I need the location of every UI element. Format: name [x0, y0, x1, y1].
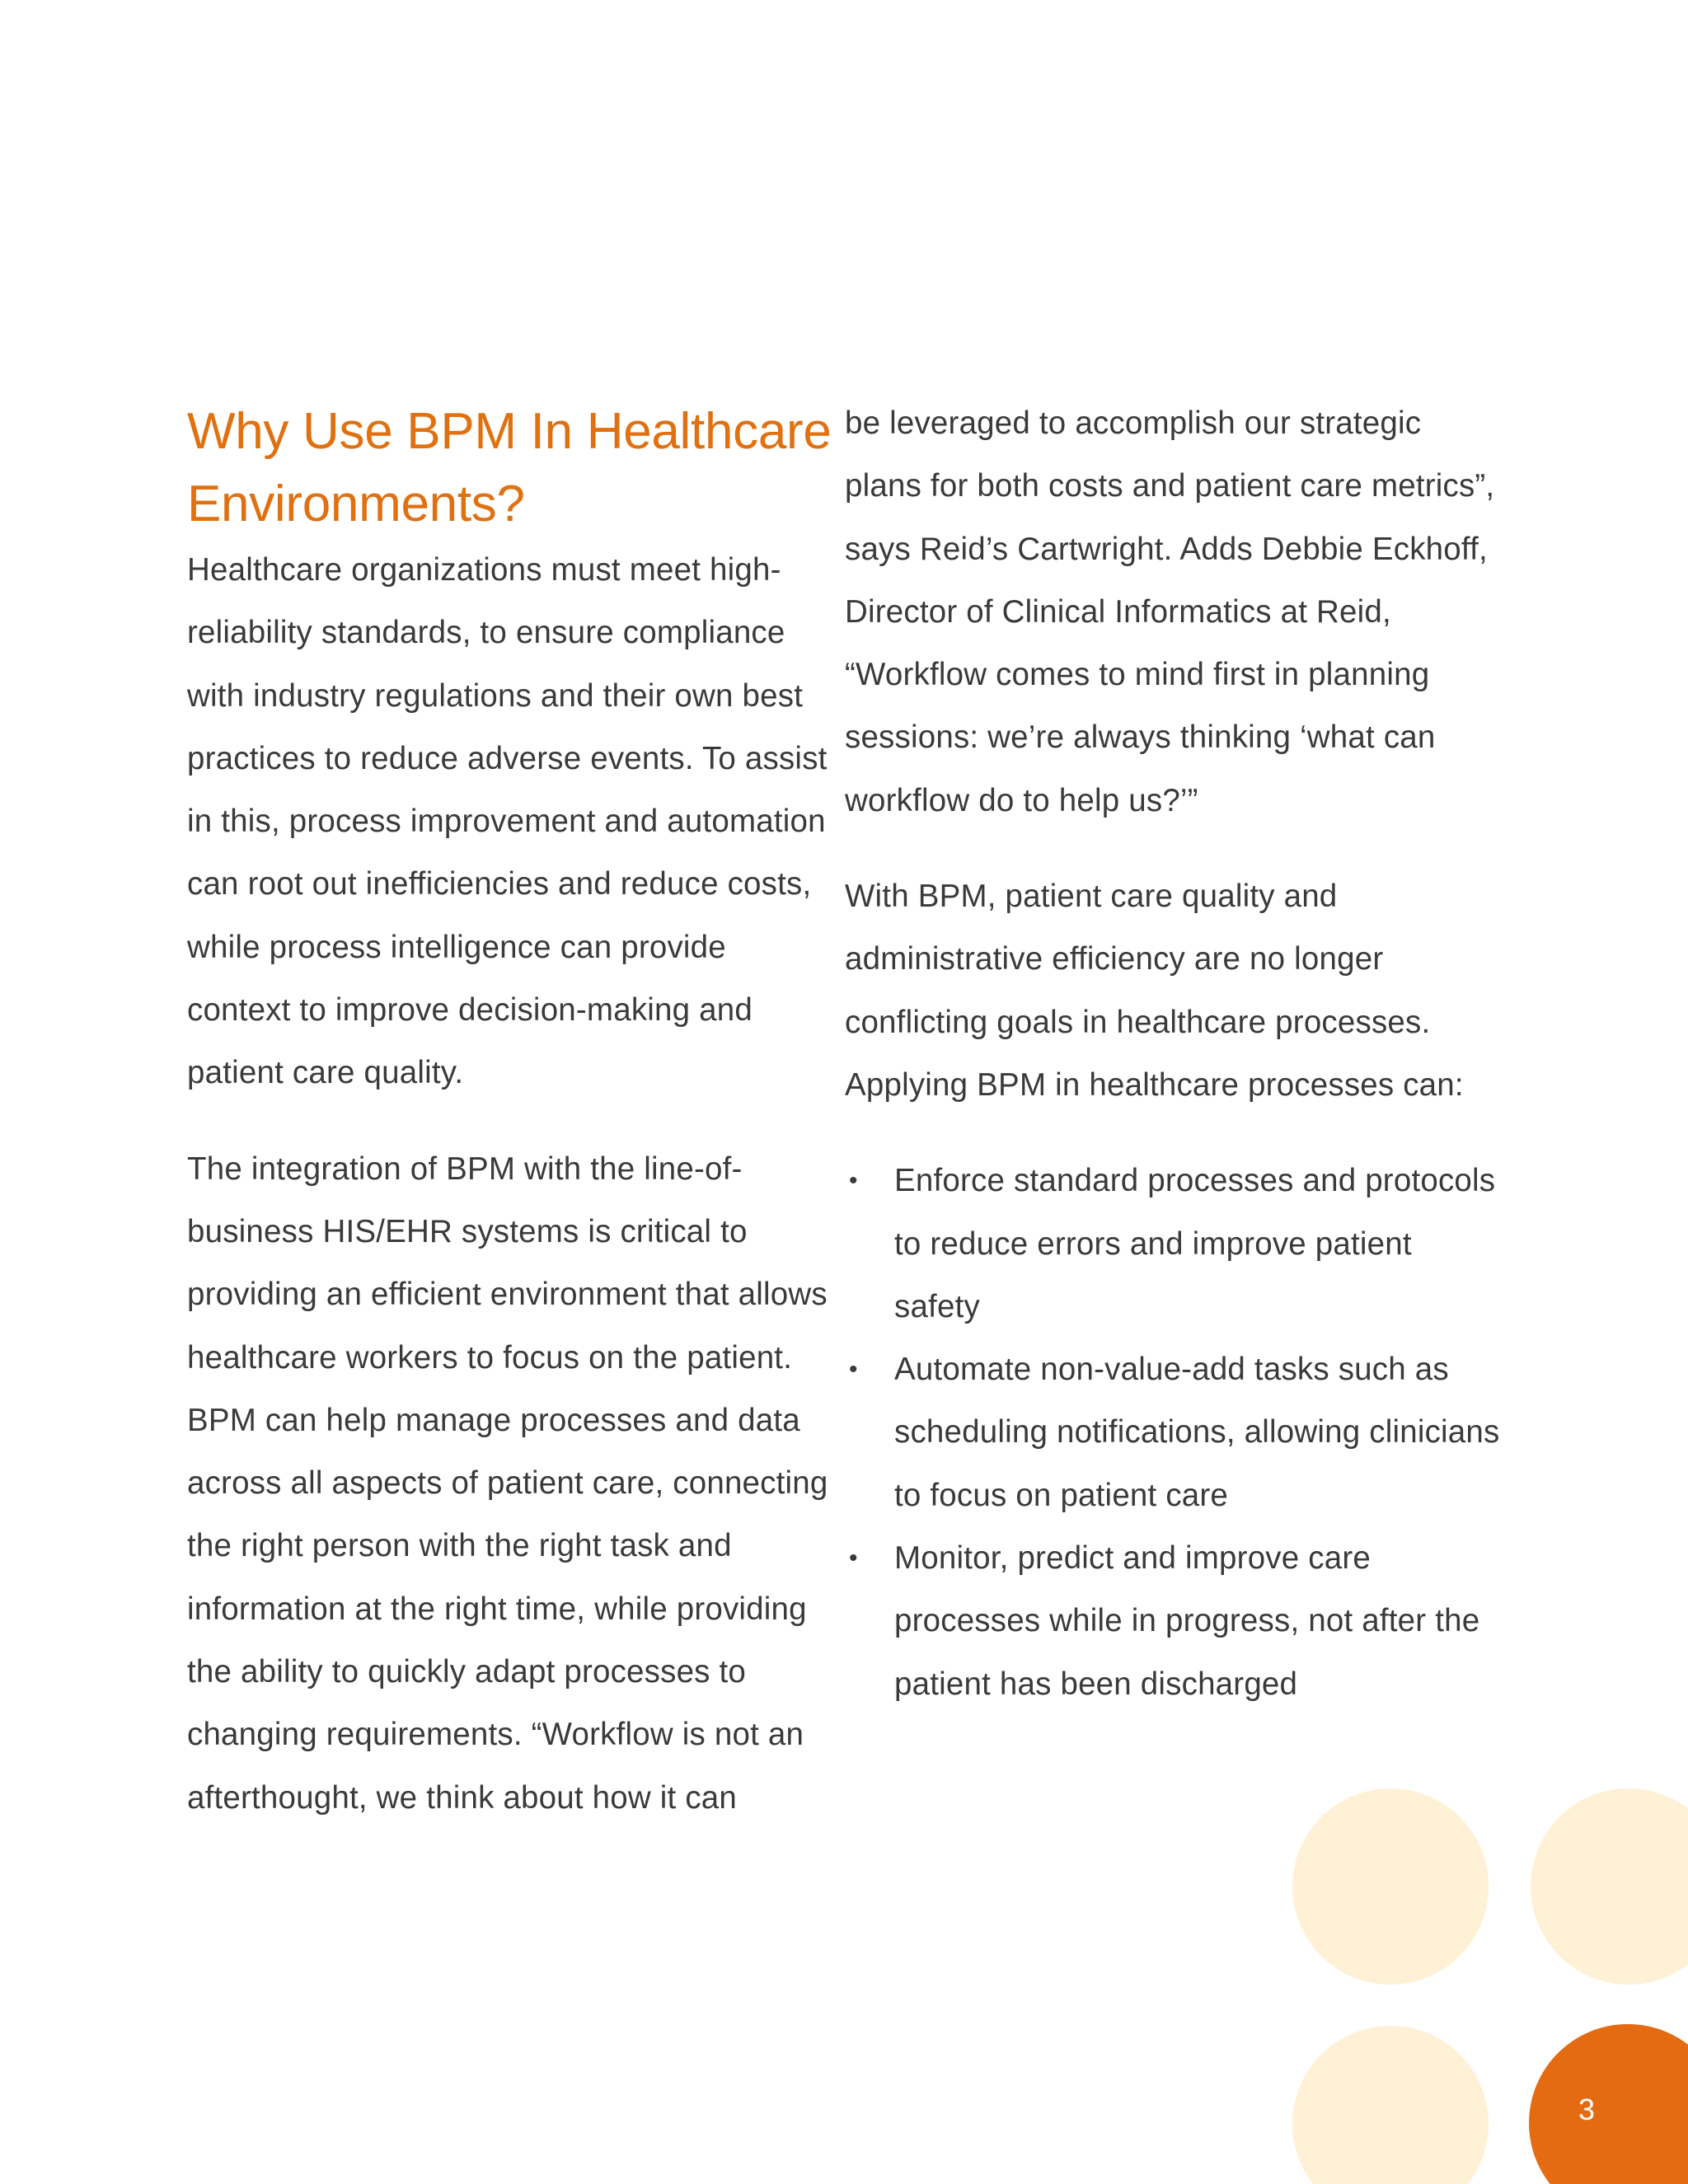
list-item-text: Monitor, predict and improve care processes while in progress, not after the patient has been discharged [894, 1540, 1480, 1702]
decor-circle-bottom-left [1292, 2026, 1489, 2184]
list-item [845, 1338, 1504, 1527]
decor-circle-top-left [1292, 1788, 1489, 1985]
body-paragraph: be leveraged to accomplish our strategic plans for both costs and patient care metrics”, says Reid’s Cartwright. Adds Debbie Eckhoff, Director of Clinical Informatics at Reid, “Workflow comes to mind first in planning sessions: we’re always thinking ‘what can workflow do to help us?’” [845, 405, 1495, 818]
list-item-text: Enforce standard processes and protocols to reduce errors and improve patient safety [894, 1163, 1496, 1324]
right-column [845, 396, 1504, 1716]
list-item [845, 1150, 1504, 1338]
decor-circle-top-right [1531, 1788, 1688, 1985]
body-paragraph: The integration of BPM with the line-of-business HIS/EHR systems is critical to providing an efficient environment that allows healthcare workers to focus on the patient. BPM can help manage processes and data across all aspects of patient care, connecting the right person with the right task and information at the right time, while providing the ability to quickly adapt processes to changing requirements. “Workflow is not an afterthought, we think about how it can [187, 1151, 828, 1816]
bullet-icon: • [849, 1167, 858, 1195]
list-item [845, 1527, 1504, 1716]
section-heading: Why Use BPM In Healthcare Environments? [187, 403, 832, 532]
page-number: 3 [1578, 2093, 1596, 2126]
bullet-icon: • [849, 1356, 858, 1384]
body-paragraph: Healthcare organizations must meet high-reliability standards, to ensure compliance with industry regulations and their own best practices to reduce adverse events. To assist in this, process improvement and automation can root out inefficiencies and reduce costs, while process intelligence can provide context to improve decision-making and patient care quality. [187, 552, 828, 1091]
left-column [187, 396, 838, 1830]
bullet-icon: • [849, 1544, 858, 1572]
list-item-text: Automate non-value-add tasks such as scheduling notifications, allowing clinicians to focus on patient care [894, 1352, 1500, 1513]
bullet-list [845, 1150, 1504, 1716]
body-paragraph: With BPM, patient care quality and administrative efficiency are no longer conflicting goals in healthcare processes. Applying BPM in healthcare processes can: [845, 879, 1464, 1103]
